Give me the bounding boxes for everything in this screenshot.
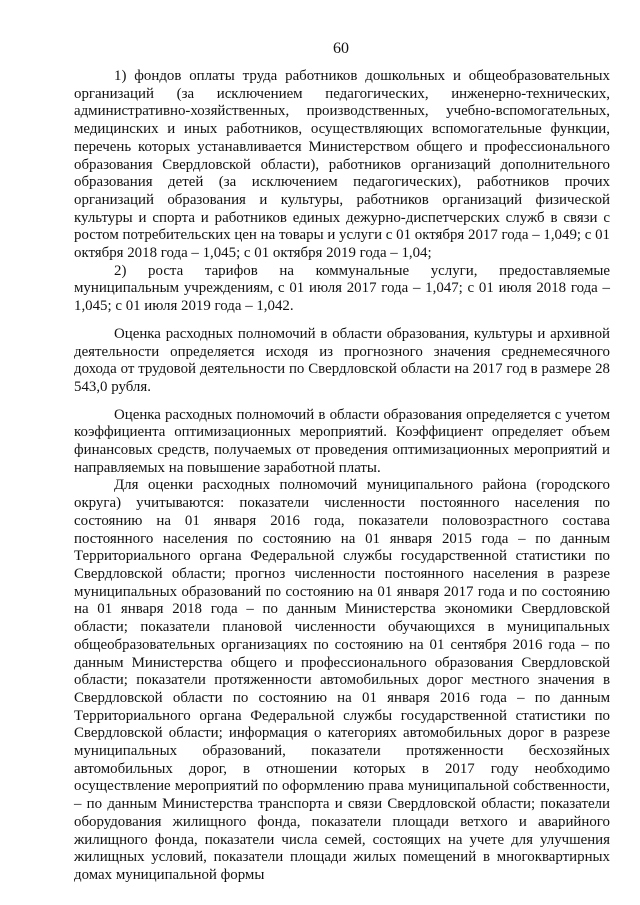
page-number: 60 xyxy=(333,40,349,57)
paragraph-education-culture-assessment: Оценка расходных полномочий в области образования, культуры и архивной деятельности определяется исходя из прогнозного значения среднемесячного дохода от трудовой деятельности по Свердловской области на 2017 год в размере 28 543,0 рубля. xyxy=(74,325,610,395)
paragraph-optimization-coefficient: Оценка расходных полномочий в области образования определяется с учетом коэффициента оптимизационных мероприятий. Коэффициент определяет объем финансовых средств, получаемых от проведения оптимизационных мероприятий и направляемых на повышение заработной платы. xyxy=(74,406,610,476)
paragraph-wage-funds: 1) фондов оплаты труда работников дошкольных и общеобразовательных организаций (за исключением педагогических, инженерно-технических, административно-хозяйственных, производственных, учебно-вспомогательных, медицинских и иных работников, осуществляющих вспомогательные функции, перечень которых устанавливается Министерством общего и профессионального образования Свердловской области), работников организаций дополнительного образования детей (за исключением педагогических), работников прочих организаций образования и культуры, работников организаций физической культуры и спорта и работников единых дежурно-диспетчерских служб в связи с ростом потребительских цен на товары и услуги с 01 октября 2017 года – 1,049; с 01 октября 2018 года – 1,045; с 01 октября 2019 года – 1,04; xyxy=(74,68,610,262)
paragraph-utility-tariffs: 2) роста тарифов на коммунальные услуги, предоставляемые муниципальным учреждениям, с 01 июля 2017 года – 1,047; с 01 июля 2018 года – 1,045; с 01 июля 2019 года – 1,042. xyxy=(74,262,610,315)
paragraph-indicators: Для оценки расходных полномочий муниципального района (городского округа) учитываются: показатели численности постоянного населения по состоянию на 01 января 2016 года, показатели половозрастного состава постоянного населения по состоянию на 01 января 2015 года – по данным Территориального органа Федеральной службы государственной статистики по Свердловской области; прогноз численности постоянного населения в разрезе муниципальных образований по состоянию на 01 января 2017 года и по состоянию на 01 января 2018 года – по данным Министерства экономики Свердловской области; показатели плановой численности обучающихся в муниципальных общеобразовательных организациях по состоянию на 01 сентября 2016 года – по данным Министерства общего и профессионального образования Свердловской области; показатели протяженности автомобильных дорог местного значения в Свердловской области по состоянию на 01 января 2016 года – по данным Территориального органа Федеральной службы государственной статистики по Свердловской области; информация о категориях автомобильных дорог в разрезе муниципальных образований, показатели протяженности бесхозяйных автомобильных дорог, в отношении которых в 2017 году необходимо осуществление мероприятий по оформлению права муниципальной собственности, – по данным Министерства транспорта и связи Свердловской области; показатели оборудования жилищного фонда, показатели площади ветхого и аварийного жилищного фонда, показатели числа семей, состоящих на учете для улучшения жилищных условий, показатели площади жилых помещений в многоквартирных домах муниципальной формы xyxy=(74,477,610,883)
